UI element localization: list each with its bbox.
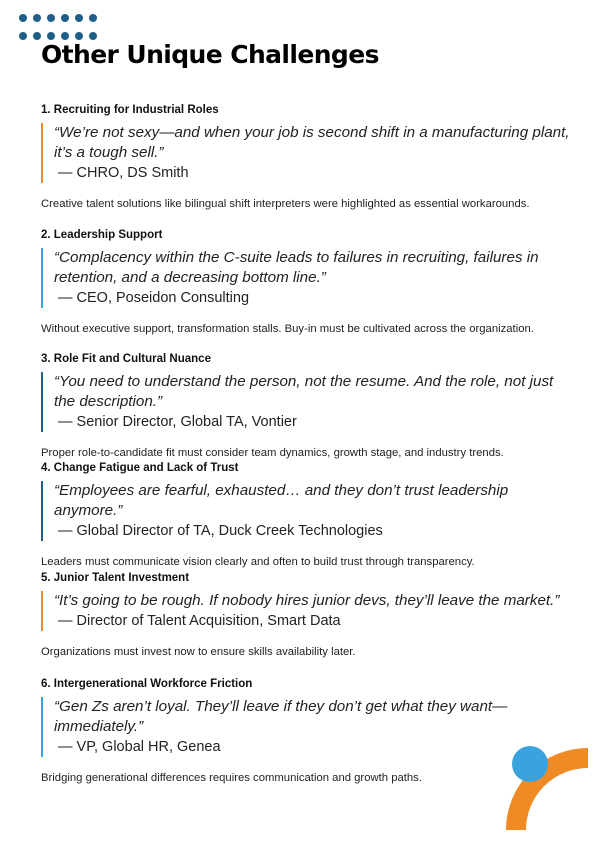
section-summary: Leaders must communicate vision clearly and often to build trust through transparency. — [41, 556, 475, 568]
section-heading: 5. Junior Talent Investment — [41, 572, 190, 584]
challenge-section — [41, 676, 571, 786]
quote-text: “Gen Zs aren’t loyal. They’ll leave if they don’t get what they want—immediately.” — [54, 698, 508, 735]
quote-text: “Employees are fearful, exhausted… and they don’t trust leadership anymore.” — [54, 482, 509, 519]
section-heading: 2. Leadership Support — [41, 229, 163, 241]
blue-circle-shape — [512, 746, 548, 782]
decorative-corner-graphic — [498, 738, 600, 848]
quote-attribution: — CHRO, DS Smith — [58, 165, 189, 181]
section-summary: Bridging generational differences requires communication and growth paths. — [41, 772, 422, 784]
page-title: Other Unique Challenges — [41, 40, 379, 69]
quote-attribution: — Global Director of TA, Duck Creek Technologies — [58, 523, 383, 539]
quote-text: “We’re not sexy—and when your job is second shift in a manufacturing plant, it’s a tough sell.” — [54, 124, 570, 161]
challenge-section — [41, 570, 571, 660]
challenge-section — [41, 460, 571, 570]
section-summary: Creative talent solutions like bilingual shift interpreters were highlighted as essential workarounds. — [41, 198, 530, 210]
quote-text: “Complacency within the C-suite leads to failures in recruiting, failures in retention, and a decreasing bottom line.” — [54, 249, 539, 286]
challenge-section — [41, 227, 571, 337]
section-summary: Without executive support, transformation stalls. Buy-in must be cultivated across the organization. — [41, 323, 534, 335]
quote-block — [41, 591, 571, 631]
quote-attribution: — CEO, Poseidon Consulting — [58, 290, 250, 306]
quote-block — [41, 372, 571, 432]
challenge-section — [41, 102, 571, 212]
quote-block — [41, 123, 571, 183]
quote-block — [41, 697, 571, 757]
section-summary: Organizations must invest now to ensure skills availability later. — [41, 646, 356, 658]
quote-text: “It’s going to be rough. If nobody hires junior devs, they’ll leave the market.” — [54, 592, 560, 609]
quote-attribution: — Director of Talent Acquisition, Smart Data — [58, 613, 341, 629]
section-heading: 4. Change Fatigue and Lack of Trust — [41, 462, 239, 474]
challenge-section — [41, 351, 571, 461]
quote-block — [41, 248, 571, 308]
section-heading: 1. Recruiting for Industrial Roles — [41, 104, 219, 116]
section-heading: 6. Intergenerational Workforce Friction — [41, 678, 253, 690]
quote-block — [41, 481, 571, 541]
quote-text: “You need to understand the person, not the resume. And the role, not just the description.” — [54, 373, 554, 410]
quote-attribution: — Senior Director, Global TA, Vontier — [58, 414, 297, 430]
quote-attribution: — VP, Global HR, Genea — [58, 739, 221, 755]
section-heading: 3. Role Fit and Cultural Nuance — [41, 353, 211, 365]
section-summary: Proper role-to-candidate fit must consider team dynamics, growth stage, and industry trends. — [41, 447, 504, 459]
